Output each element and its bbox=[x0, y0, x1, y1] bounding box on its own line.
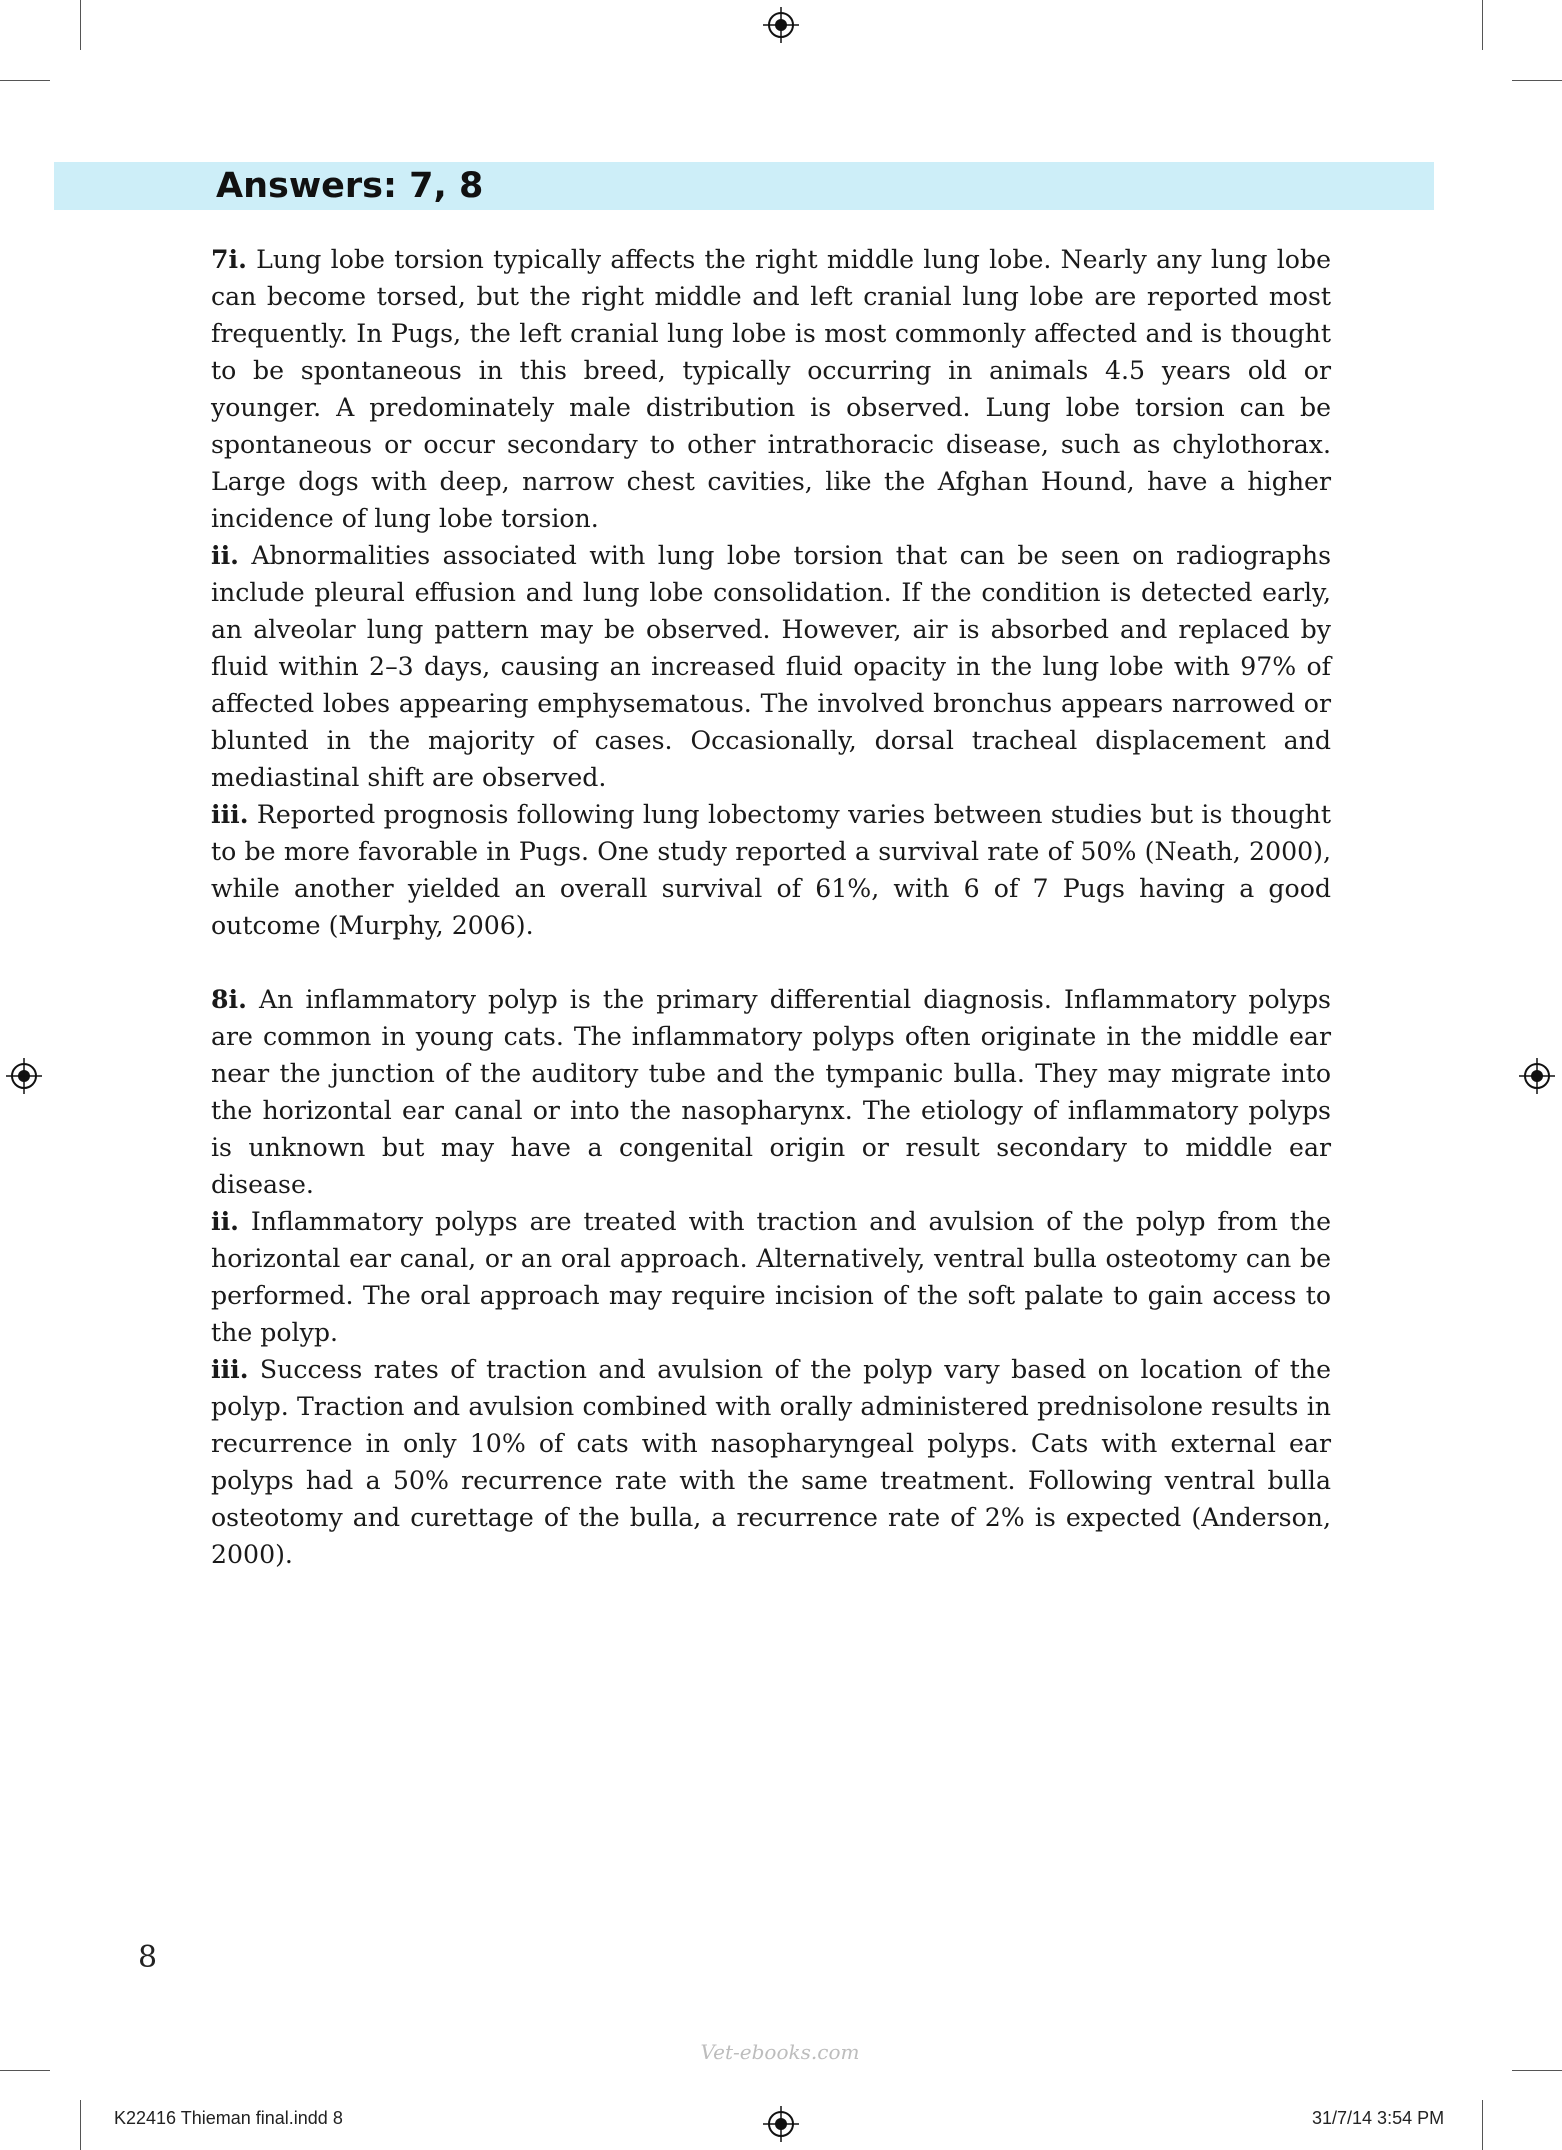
paragraph-spacer bbox=[211, 944, 1331, 981]
crop-mark bbox=[1512, 2070, 1562, 2071]
crop-mark bbox=[1482, 0, 1483, 50]
file-slug: K22416 Thieman final.indd 8 bbox=[114, 2108, 343, 2128]
watermark: Vet-ebooks.com bbox=[700, 2040, 860, 2064]
answer-body: Reported prognosis following lung lobectomy varies between studies but is thought to be more favorable in Pugs. One study reported a survival rate of 50% (Neath, 2000), while another yielded an overall survival of 61%, with 6 of 7 Pugs having a good outcome (Murphy, 2006). bbox=[211, 800, 1331, 940]
crop-mark bbox=[1482, 2100, 1483, 2150]
registration-mark-icon bbox=[761, 5, 801, 45]
answer-text bbox=[211, 241, 1331, 1573]
answer-label: 8i. bbox=[211, 984, 247, 1014]
page-title: Answers: 7, 8 bbox=[216, 166, 484, 206]
answer-paragraph bbox=[211, 981, 1331, 1203]
crop-mark bbox=[80, 0, 81, 50]
registration-mark-icon bbox=[761, 2104, 801, 2144]
answer-body: Abnormalities associated with lung lobe torsion that can be seen on radiographs include pleural effusion and lung lobe consolidation. If the condition is detected early, an alveolar lung pattern may be observed. However, air is absorbed and replaced by fluid within 2–3 days, causing an increased fluid opacity in the lung lobe with 97% of affected lobes appearing emphysematous. The involved bronchus appears narrowed or blunted in the majority of cases. Occasionally, dorsal tracheal displacement and mediastinal shift are observed. bbox=[211, 541, 1331, 792]
answer-paragraph bbox=[211, 537, 1331, 796]
answer-paragraph bbox=[211, 1351, 1331, 1573]
registration-mark-icon bbox=[4, 1056, 44, 1096]
answer-label: iii. bbox=[211, 799, 249, 829]
crop-mark bbox=[0, 80, 50, 81]
answer-paragraph bbox=[211, 1203, 1331, 1351]
answer-paragraph bbox=[211, 796, 1331, 944]
answer-label: ii. bbox=[211, 1206, 239, 1236]
crop-mark bbox=[1512, 80, 1562, 81]
answer-label: iii. bbox=[211, 1354, 249, 1384]
crop-mark bbox=[0, 2070, 50, 2071]
answer-body: An inflammatory polyp is the primary differential diagnosis. Inflammatory polyps are common in young cats. The inflammatory polyps often originate in the middle ear near the junction of the auditory tube and the tympanic bulla. They may migrate into the horizontal ear canal or into the nasopharynx. The etiology of inflammatory polyps is unknown but may have a congenital origin or result secondary to middle ear disease. bbox=[211, 985, 1331, 1199]
answer-body: Inflammatory polyps are treated with traction and avulsion of the polyp from the horizontal ear canal, or an oral approach. Alternatively, ventral bulla osteotomy can be performed. The oral approach may require incision of the soft palate to gain access to the polyp. bbox=[211, 1207, 1331, 1347]
answer-paragraph bbox=[211, 241, 1331, 537]
page-number: 8 bbox=[138, 1940, 158, 1975]
answer-body: Lung lobe torsion typically affects the right middle lung lobe. Nearly any lung lobe can become torsed, but the right middle and left cranial lung lobe are reported most frequently. In Pugs, the left cranial lung lobe is most commonly affected and is thought to be spontaneous in this breed, typically occurring in animals 4.5 years old or younger. A predominately male distribution is observed. Lung lobe torsion can be spontaneous or occur secondary to other intrathoracic disease, such as chylothorax. Large dogs with deep, narrow chest cavities, like the Afghan Hound, have a higher incidence of lung lobe torsion. bbox=[211, 245, 1331, 533]
answer-label: ii. bbox=[211, 540, 239, 570]
registration-mark-icon bbox=[1517, 1056, 1557, 1096]
crop-mark bbox=[80, 2100, 81, 2150]
answer-label: 7i. bbox=[211, 244, 247, 274]
answer-body: Success rates of traction and avulsion of the polyp vary based on location of the polyp. Traction and avulsion combined with orally administered prednisolone results in recurrence in only 10% of cats with nasopharyngeal polyps. Cats with external ear polyps had a 50% recurrence rate with the same treatment. Following ventral bulla osteotomy and curettage of the bulla, a recurrence rate of 2% is expected (Anderson, 2000). bbox=[211, 1355, 1331, 1569]
timestamp-slug: 31/7/14 3:54 PM bbox=[1312, 2108, 1445, 2128]
